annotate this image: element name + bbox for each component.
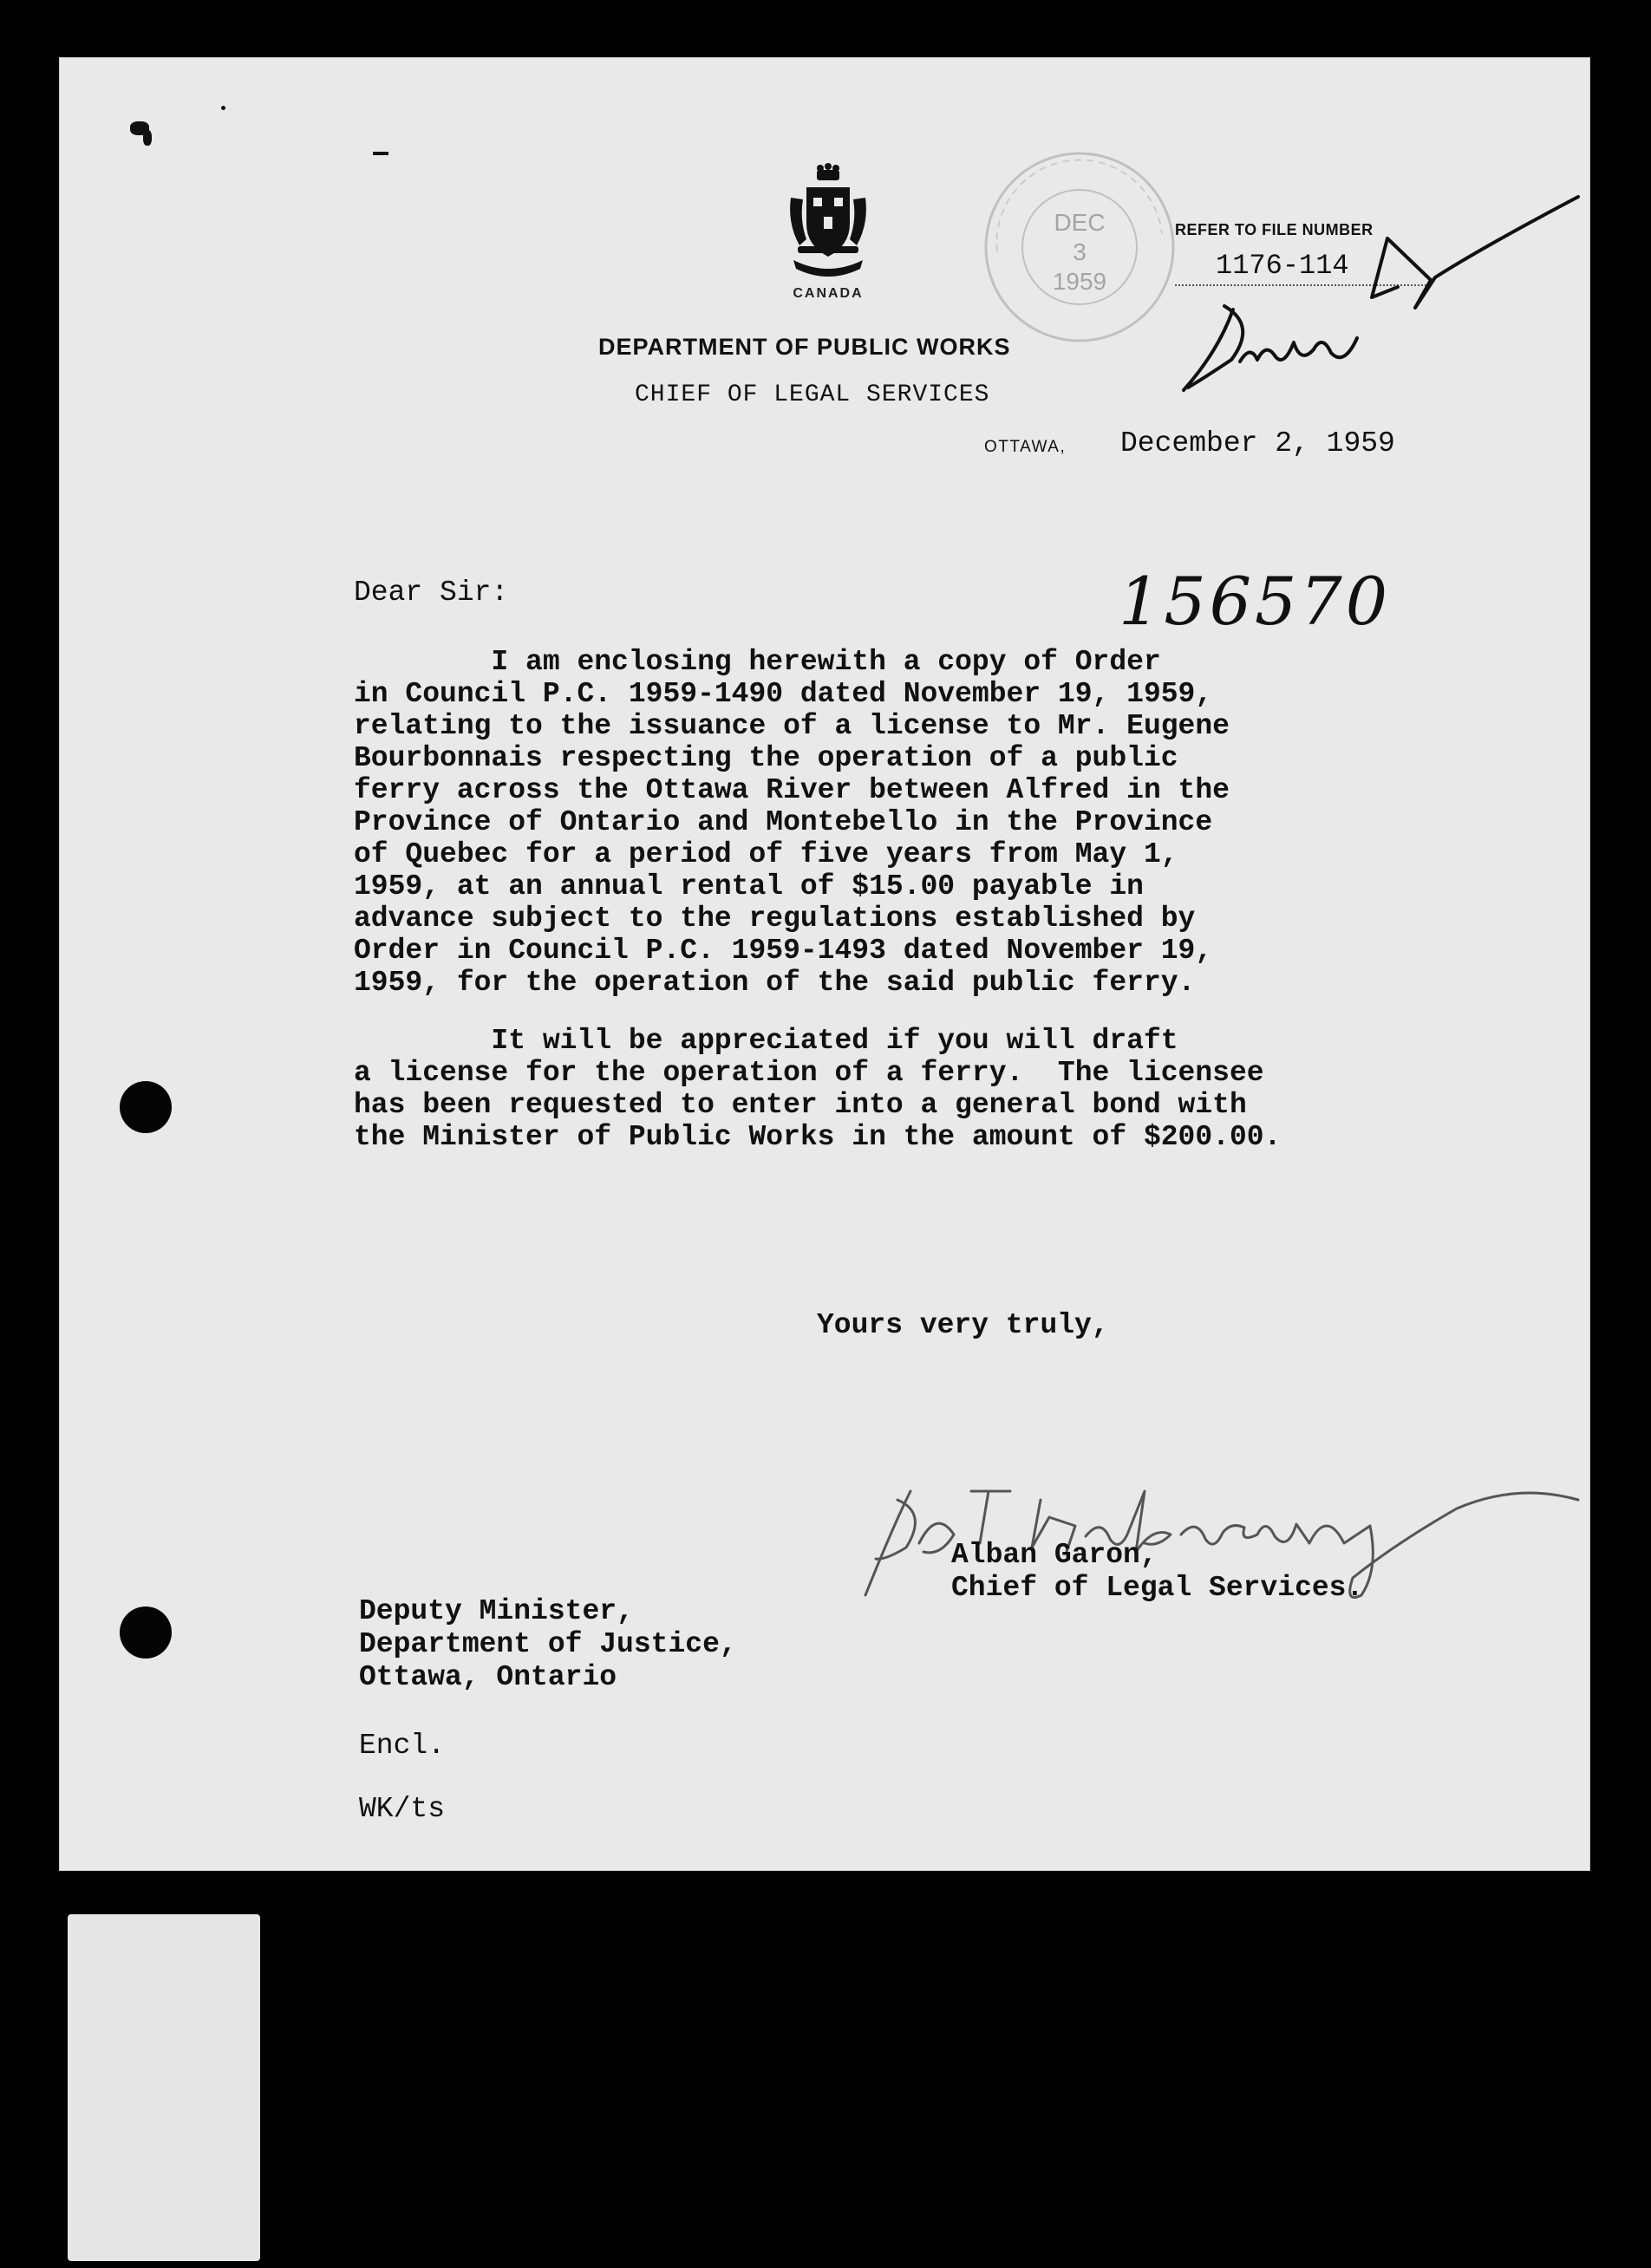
- punch-hole-lower: [120, 1606, 172, 1659]
- letter-date: December 2, 1959: [1120, 427, 1395, 459]
- body-line: 1959, for the operation of the said public ferry.: [354, 967, 1196, 999]
- body-line: Order in Council P.C. 1959-1493 dated November 19,: [354, 935, 1213, 967]
- closing: Yours very truly,: [817, 1309, 1109, 1341]
- letter-city: OTTAWA,: [984, 438, 1067, 456]
- stamp-date: [1041, 208, 1119, 297]
- office-name: CHIEF OF LEGAL SERVICES: [635, 381, 990, 408]
- signer-name: Alban Garon,: [951, 1539, 1158, 1571]
- addressee-block: [359, 1595, 737, 1694]
- body-line: the Minister of Public Works in the amount of $200.00.: [354, 1121, 1282, 1153]
- body-line: It will be appreciated if you will draft: [354, 1025, 1178, 1057]
- body-line: Bourbonnais respecting the operation of a public: [354, 742, 1178, 774]
- body-line: Province of Ontario and Montebello in the Province: [354, 806, 1213, 838]
- enclosure-note: Encl.: [359, 1730, 446, 1762]
- reference-initials: WK/ts: [359, 1793, 446, 1825]
- body-line: 1959, at an annual rental of $15.00 payable in: [354, 870, 1144, 903]
- stamp-month: DEC: [1054, 209, 1106, 236]
- crest-label: CANADA: [793, 286, 864, 301]
- signer-block: [951, 1539, 1363, 1605]
- punch-hole-upper: [120, 1081, 172, 1133]
- body-line: relating to the issuance of a license to Mr. Eugene: [354, 710, 1230, 742]
- body-line: advance subject to the regulations established by: [354, 903, 1196, 935]
- addressee-line: Deputy Minister,: [359, 1595, 634, 1627]
- stamp-day: 3: [1073, 238, 1087, 265]
- handwritten-file-number-text: 156570: [1119, 563, 1392, 640]
- ink-speck: [373, 152, 388, 155]
- handwritten-initials: [1171, 195, 1596, 412]
- file-number-label: REFER TO FILE NUMBER: [1175, 221, 1374, 238]
- stamp-year: 1959: [1052, 268, 1107, 295]
- addressee-line: Department of Justice,: [359, 1628, 737, 1660]
- ink-speck: [221, 106, 225, 110]
- body-line: ferry across the Ottawa River between Alfred in the: [354, 774, 1230, 806]
- handwritten-file-number: [1119, 555, 1448, 650]
- addressee-line: Ottawa, Ontario: [359, 1661, 617, 1693]
- body-line: a license for the operation of a ferry. The licensee: [354, 1057, 1264, 1089]
- signer-title: Chief of Legal Services.: [951, 1572, 1364, 1604]
- body-paragraph-1: [354, 646, 1420, 999]
- department-name: DEPARTMENT OF PUBLIC WORKS: [598, 334, 1011, 360]
- salutation: Dear Sir:: [354, 577, 509, 609]
- body-line: in Council P.C. 1959-1490 dated November 19, 1959,: [354, 678, 1213, 710]
- body-line: has been requested to enter into a general bond with: [354, 1089, 1247, 1121]
- file-number: 1176-114: [1216, 250, 1349, 282]
- body-paragraph-2: [354, 1025, 1420, 1153]
- body-line: I am enclosing herewith a copy of Order: [354, 646, 1161, 678]
- body-line: of Quebec for a period of five years from May 1,: [354, 838, 1178, 870]
- ink-speck: [143, 130, 152, 146]
- canada-coat-of-arms-icon: [780, 163, 876, 293]
- paper-slip: [68, 1914, 260, 2261]
